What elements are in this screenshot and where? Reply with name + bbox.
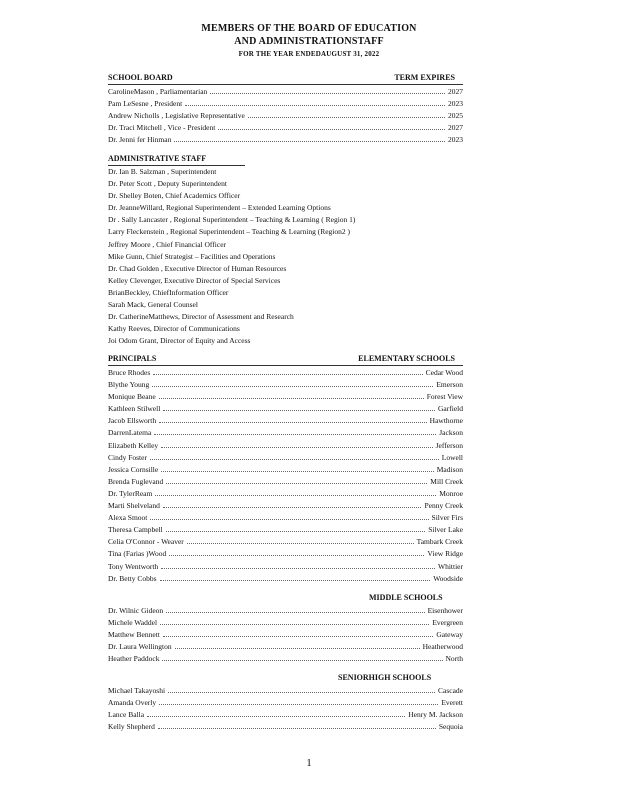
- principal-row: [108, 604, 463, 616]
- person-name: Matthew Bennett: [108, 630, 160, 640]
- entry-value: Garfield: [438, 404, 463, 414]
- person-name: Dr. Traci Mitchell , Vice - President: [108, 123, 216, 133]
- senior-high-heading: SENIORHIGH SCHOOLS: [338, 673, 432, 682]
- board-member-row: [108, 133, 463, 145]
- title-line-3: FOR THE YEAR ENDEDAUGUST 31, 2022: [238, 50, 380, 58]
- person-name: Larry Fleckenstein , Regional Superintendent – Teaching & Learning (Region2 ): [108, 227, 350, 237]
- dot-leader: [150, 511, 428, 520]
- person-name: Dr. Ian B. Salzman , Superintendent: [108, 167, 217, 176]
- entry-value: Evergreen: [432, 618, 463, 628]
- admin-staff-row: [108, 178, 463, 190]
- person-name: Joi Odom Grant, Director of Equity and Access: [108, 336, 251, 346]
- entry-value: Monroe: [439, 488, 463, 498]
- board-member-row: [108, 97, 463, 109]
- principal-row: [108, 560, 463, 572]
- entry-value: Woodside: [433, 573, 463, 583]
- principal-row: [108, 402, 463, 414]
- person-name: Brenda Fuglevand: [108, 476, 164, 486]
- person-name: Alexa Smoot: [108, 513, 148, 523]
- principal-row: [108, 511, 463, 523]
- principal-row: [108, 499, 463, 511]
- entry-value: Lowell: [441, 452, 463, 462]
- person-name: Michele Waddel: [108, 618, 158, 628]
- admin-staff-row: [108, 335, 463, 347]
- entry-value: Cedar Wood: [425, 368, 463, 377]
- dot-leader: [175, 640, 420, 649]
- entry-value: Henry M. Jackson: [408, 710, 463, 720]
- principal-row: [108, 451, 463, 463]
- school-board-heading: [108, 73, 463, 85]
- principal-row: [108, 696, 463, 708]
- person-name: Jeffrey Moore , Chief Financial Officer: [108, 239, 227, 249]
- principal-row: [108, 414, 463, 426]
- dot-leader: [158, 720, 436, 729]
- admin-staff-row: [108, 202, 463, 214]
- entry-value: Silver Lake: [428, 525, 463, 535]
- person-name: Tina (Farias )Wood: [108, 549, 167, 559]
- dot-leader: [163, 628, 433, 637]
- entry-value: Forest View: [426, 392, 463, 402]
- admin-staff-row: [108, 299, 463, 311]
- person-name: Dr. TylerReam: [108, 488, 153, 498]
- dot-leader: [169, 547, 424, 556]
- person-name: Marti Shelveland: [108, 501, 160, 511]
- dot-leader: [161, 439, 432, 448]
- admin-staff-row: [108, 275, 463, 287]
- dot-leader: [159, 390, 424, 399]
- entry-value: Gateway: [436, 630, 463, 640]
- admin-staff-row: [108, 251, 463, 263]
- admin-staff-list: [108, 166, 463, 347]
- dot-leader: [185, 97, 445, 106]
- entry-value: View Ridge: [427, 549, 463, 559]
- middle-schools-list: [108, 604, 463, 664]
- senior-high-list: [108, 684, 463, 732]
- dot-leader: [150, 451, 439, 460]
- admin-staff-row: [108, 323, 463, 335]
- person-name: Pam LeSesne , President: [108, 99, 183, 109]
- admin-staff-row: [108, 287, 463, 299]
- person-name: Monique Beane: [108, 392, 156, 402]
- person-name: Bruce Rhodes: [108, 368, 151, 377]
- person-name: DarrenLatema: [108, 428, 152, 438]
- entry-value: Silver Firs: [431, 513, 463, 523]
- entry-value: 2023: [448, 135, 463, 145]
- entry-value: North: [445, 654, 463, 664]
- page-number: 1: [306, 757, 312, 769]
- principal-row: [108, 487, 463, 499]
- admin-staff-row: [108, 263, 463, 275]
- entry-value: Tambark Creek: [416, 537, 463, 547]
- principal-row: [108, 720, 463, 732]
- admin-staff-row: [108, 239, 463, 251]
- dot-leader: [161, 463, 434, 472]
- dot-leader: [159, 414, 427, 423]
- dot-leader: [248, 109, 445, 118]
- person-name: Kathleen Stilwell: [108, 404, 161, 414]
- person-name: Amanda Overly: [108, 698, 157, 708]
- board-member-row: [108, 109, 463, 121]
- person-name: Kathy Reeves, Director of Communications: [108, 324, 240, 334]
- person-name: Jacob Ellsworth: [108, 416, 157, 426]
- dot-leader: [166, 523, 425, 532]
- dot-leader: [166, 475, 427, 484]
- dot-leader: [161, 560, 435, 569]
- principal-row: [108, 475, 463, 487]
- entry-value: Eisenhower: [427, 606, 463, 615]
- admin-staff-row: [108, 190, 463, 202]
- person-name: Elizabeth Kelley: [108, 440, 159, 450]
- person-name: Dr. Jenni fer Hinman: [108, 135, 172, 145]
- person-name: Sarah Mack, General Counsel: [108, 300, 198, 310]
- person-name: Cindy Foster: [108, 452, 147, 462]
- dot-leader: [166, 604, 424, 613]
- person-name: Dr. JeanneWillard, Regional Superintendent – Extended Learning Options: [108, 203, 331, 213]
- entry-value: Everett: [441, 698, 463, 708]
- person-name: Andrew Nicholls , Legislative Representative: [108, 111, 245, 121]
- entry-value: Emerson: [436, 380, 463, 390]
- person-name: Celia O'Connor - Weaver: [108, 537, 184, 547]
- dot-leader: [147, 708, 405, 717]
- person-name: Lance Balla: [108, 710, 145, 720]
- admin-staff-heading: [108, 154, 245, 166]
- person-name: Dr. CatherineMatthews, Director of Assessment and Research: [108, 312, 294, 322]
- entry-value: Cascade: [438, 686, 463, 695]
- entry-value: Madison: [436, 464, 463, 474]
- entry-value: 2027: [448, 87, 463, 96]
- principal-row: [108, 547, 463, 559]
- entry-value: Sequoia: [438, 722, 463, 732]
- dot-leader: [160, 572, 431, 581]
- principal-row: [108, 684, 463, 696]
- person-name: Dr. Chad Golden , Executive Director of Human Resources: [108, 263, 287, 273]
- principal-row: [108, 572, 463, 584]
- entry-value: Penny Creek: [424, 501, 463, 511]
- principal-row: [108, 535, 463, 547]
- person-name: Theresa Campbell: [108, 525, 163, 535]
- dot-leader: [155, 487, 436, 496]
- elementary-heading: ELEMENTARY SCHOOLS: [358, 354, 455, 363]
- principals-title: PRINCIPALS: [108, 354, 157, 363]
- entry-value: 2027: [448, 123, 463, 133]
- dot-leader: [163, 499, 422, 508]
- entry-value: Heatherwood: [422, 642, 463, 652]
- person-name: Mike Gunn, Chief Strategist – Facilities and Operations: [108, 251, 276, 261]
- principal-row: [108, 426, 463, 438]
- person-name: Kelley Clevenger, Executive Director of Special Services: [108, 275, 281, 285]
- person-name: Dr. Betty Cobbs: [108, 573, 157, 583]
- entry-value: Whittier: [438, 561, 463, 571]
- entry-value: Mill Creek: [430, 476, 463, 486]
- principal-row: [108, 523, 463, 535]
- dot-leader: [152, 378, 433, 387]
- person-name: Dr. Wilnic Gideon: [108, 606, 164, 615]
- dot-leader: [160, 616, 429, 625]
- admin-staff-row: [108, 166, 463, 178]
- board-member-row: [108, 85, 463, 97]
- person-name: BrianBeckley, ChiefInformation Officer: [108, 287, 229, 297]
- elementary-list: [108, 366, 463, 584]
- board-member-row: [108, 121, 463, 133]
- principal-row: [108, 640, 463, 652]
- title-line-1: MEMBERS OF THE BOARD OF EDUCATION: [201, 23, 417, 34]
- dot-leader: [159, 696, 438, 705]
- principal-row: [108, 390, 463, 402]
- dot-leader: [154, 426, 436, 435]
- person-name: Dr. Laura Wellington: [108, 642, 172, 652]
- person-name: Kelly Shepherd: [108, 722, 155, 732]
- admin-staff-row: [108, 226, 463, 238]
- person-name: Blythe Young: [108, 380, 150, 390]
- term-expires-heading: TERM EXPIRES: [394, 73, 455, 82]
- school-board-list: [108, 85, 463, 145]
- principal-row: [108, 652, 463, 664]
- person-name: CarolineMason , Parliamentarian: [108, 87, 208, 96]
- dot-leader: [168, 684, 435, 693]
- entry-value: Jefferson: [435, 440, 463, 450]
- title-line-2: AND ADMINISTRATIONSTAFF: [234, 36, 384, 47]
- principal-row: [108, 439, 463, 451]
- principal-row: [108, 378, 463, 390]
- person-name: Heather Paddock: [108, 654, 160, 664]
- principal-row: [108, 708, 463, 720]
- person-name: Tony Wentworth: [108, 561, 159, 571]
- entry-value: Hawthorne: [429, 416, 463, 426]
- admin-staff-title: ADMINISTRATIVE STAFF: [108, 154, 207, 163]
- person-name: Dr. Shelley Boten, Chief Academics Officer: [108, 191, 241, 201]
- admin-staff-row: [108, 311, 463, 323]
- dot-leader: [187, 535, 414, 544]
- middle-schools-heading: MIDDLE SCHOOLS: [369, 593, 443, 602]
- entry-value: 2025: [448, 111, 463, 121]
- person-name: Michael Takayoshi: [108, 686, 166, 695]
- school-board-title: SCHOOL BOARD: [108, 73, 173, 82]
- dot-leader: [218, 121, 445, 130]
- dot-leader: [174, 133, 445, 142]
- dot-leader: [163, 402, 435, 411]
- person-name: Dr . Sally Lancaster , Regional Superintendent – Teaching & Learning ( Region 1): [108, 215, 356, 225]
- principal-row: [108, 628, 463, 640]
- entry-value: Jackson: [439, 428, 463, 438]
- principal-row: [108, 616, 463, 628]
- principal-row: [108, 366, 463, 378]
- dot-leader: [153, 366, 422, 375]
- dot-leader: [162, 652, 442, 661]
- admin-staff-row: [108, 214, 463, 226]
- entry-value: 2023: [448, 99, 463, 109]
- principals-heading: [108, 354, 463, 366]
- dot-leader: [210, 85, 445, 94]
- principal-row: [108, 463, 463, 475]
- person-name: Dr. Peter Scott , Deputy Superintendent: [108, 179, 227, 189]
- person-name: Jessica Cornsille: [108, 464, 159, 474]
